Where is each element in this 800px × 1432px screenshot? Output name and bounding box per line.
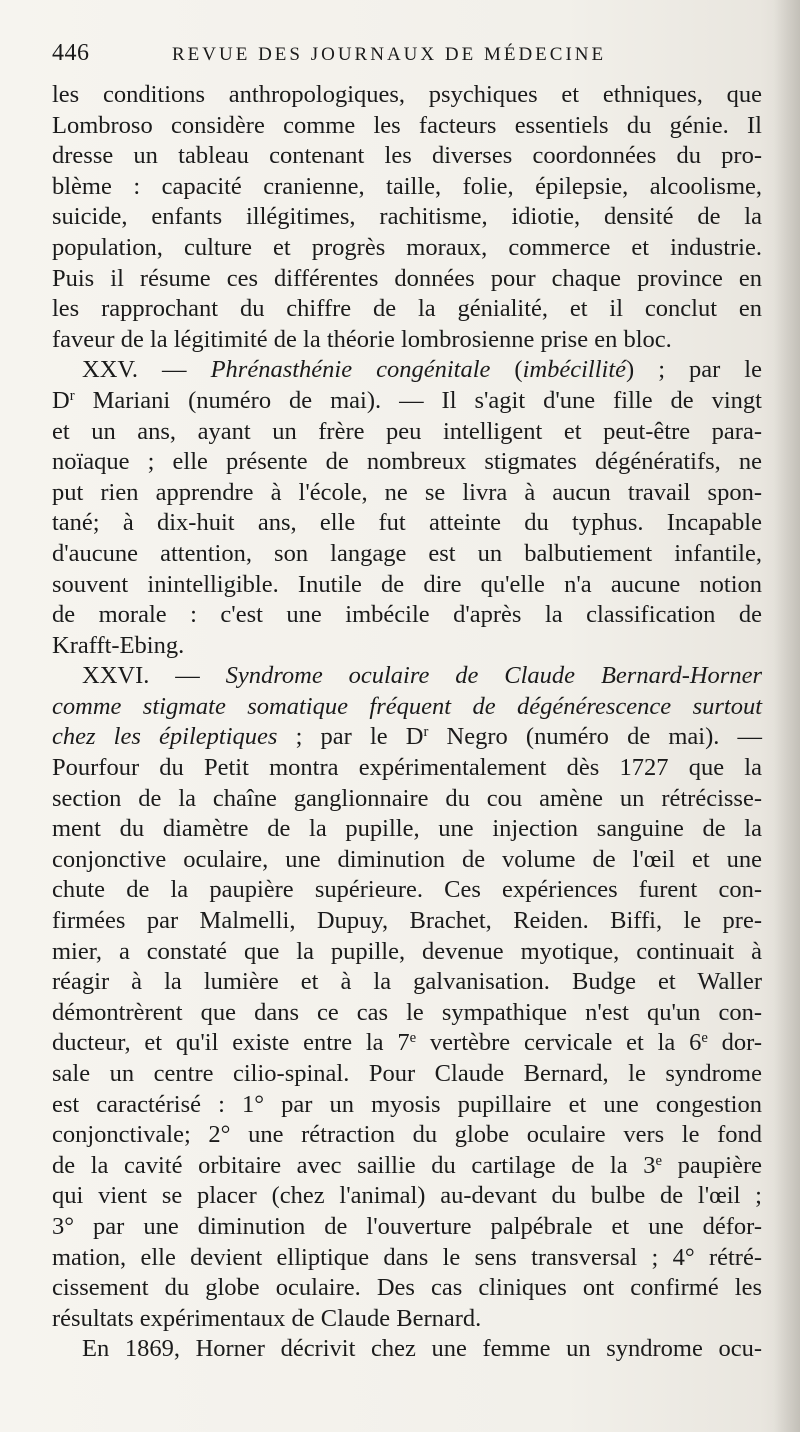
text-run: En 1869, Horner décrivit chez une femme un syndrome ocu- (82, 1335, 762, 1363)
superscript: e (409, 1030, 417, 1047)
text-run: suicide, enfants illégitimes, rachitisme, idiotie, densité de la (52, 203, 762, 231)
text-line (52, 294, 762, 325)
text-run: ) ; par le (626, 356, 762, 384)
text-line (52, 998, 762, 1029)
text-run: cissement du globe oculaire. Des cas cliniques ont confirmé les (52, 1274, 762, 1302)
text-run: réagir à la lumière et à la galvanisation. Budge et Waller (52, 968, 762, 996)
text-line (52, 325, 762, 356)
text-line (52, 784, 762, 815)
italic-text: Syndrome oculaire de Claude Bernard-Horner (225, 662, 762, 690)
paragraph (52, 1334, 762, 1365)
superscript: r (69, 387, 75, 404)
text-run: XXVI. — (82, 662, 226, 690)
text-run: ducteur, et qu'il existe entre la 7 (52, 1029, 410, 1057)
text-line (52, 1273, 762, 1304)
text-line (52, 753, 762, 784)
text-line (52, 1181, 762, 1212)
text-line (52, 937, 762, 968)
text-line (52, 906, 762, 937)
text-run: population, culture et progrès moraux, commerce et industrie. (52, 233, 762, 261)
text-run: put rien apprendre à l'école, ne se livra à aucun travail spon- (52, 478, 762, 506)
text-run: ment du diamètre de la pupille, une injection sanguine de la (52, 815, 762, 843)
text-run: ( (490, 356, 523, 384)
text-line (52, 570, 762, 601)
text-line (52, 1059, 762, 1090)
text-run: tané; à dix-huit ans, elle fut atteinte du typhus. Incapable (52, 509, 762, 537)
text-line (52, 111, 762, 142)
italic-text: chez les épileptiques (52, 723, 278, 751)
text-run: résultats expérimentaux de Claude Bernard. (52, 1304, 482, 1332)
text-run: Krafft-Ebing. (52, 631, 185, 659)
text-run: dor- (707, 1029, 763, 1057)
text-run: les rapprochant du chiffre de la génialité, et il conclut en (52, 295, 762, 323)
italic-text: imbécillité (522, 356, 627, 384)
text-run: 3° par une diminution de l'ouverture palpébrale et une défor- (52, 1212, 762, 1240)
page-header (52, 40, 760, 74)
superscript: e (655, 1152, 663, 1169)
text-line (52, 661, 762, 692)
text-run: dresse un tableau contenant les diverses coordonnées du pro- (52, 142, 762, 170)
text-line (52, 967, 762, 998)
text-run: Negro (numéro de mai). — (428, 723, 763, 751)
text-run: démontrèrent que dans ce cas le sympathique n'est qu'un con- (52, 998, 762, 1026)
italic-text: comme stigmate somatique fréquent de dégénérescence surtout (52, 692, 762, 720)
text-line (52, 264, 762, 295)
italic-text: Phrénasthénie congénitale (210, 356, 491, 384)
text-run: vertèbre cervicale et la 6 (416, 1029, 702, 1057)
text-line (52, 600, 762, 631)
text-line (52, 1212, 762, 1243)
text-line (52, 355, 762, 386)
text-run: conjonctivale; 2° une rétraction du globe oculaire vers le fond (52, 1121, 762, 1149)
text-line (52, 1334, 762, 1365)
superscript: e (701, 1030, 708, 1047)
text-run: mation, elle devient elliptique dans le sens transversal ; 4° rétré- (52, 1243, 762, 1271)
text-line (52, 1243, 762, 1274)
text-line (52, 508, 762, 539)
text-run: Mariani (numéro de mai). — Il s'agit d'une fille de vingt (74, 386, 762, 414)
text-run: qui vient se placer (chez l'animal) au-devant du bulbe de l'œil ; (52, 1182, 762, 1210)
text-run: d'aucune attention, son langage est un balbutiement infantile, (52, 539, 762, 567)
text-line (52, 80, 762, 111)
text-line (52, 845, 762, 876)
text-run: de la cavité orbitaire avec saillie du cartilage de la 3 (52, 1151, 656, 1179)
text-line (52, 1120, 762, 1151)
text-run: sale un centre cilio-spinal. Pour Claude Bernard, le syndrome (52, 1060, 762, 1087)
text-line (52, 631, 762, 662)
text-line (52, 233, 762, 264)
text-run: souvent inintelligible. Inutile de dire qu'elle n'a aucune notion (52, 570, 762, 598)
text-run: paupière (662, 1151, 762, 1179)
text-run: XXV. — (82, 356, 211, 384)
text-run: faveur de la légitimité de la théorie lombrosienne prise en bloc. (52, 325, 672, 353)
text-line (52, 172, 762, 203)
text-line (52, 1090, 762, 1121)
text-run: noïaque ; elle présente de nombreux stigmates dégénératifs, ne (52, 448, 762, 476)
text-line (52, 722, 762, 753)
text-run: Lombroso considère comme les facteurs essentiels du génie. Il (52, 111, 762, 139)
paragraph (52, 80, 762, 355)
text-run: ; par le D (277, 723, 424, 751)
text-line (52, 1028, 762, 1059)
paragraph (52, 661, 762, 1334)
text-line (52, 814, 762, 845)
text-line (52, 875, 762, 906)
text-line (52, 386, 762, 417)
text-run: de morale : c'est une imbécile d'après la classification de (52, 601, 762, 629)
text-line (52, 1151, 762, 1182)
text-run: D (52, 386, 70, 414)
page-gutter-shadow (774, 0, 800, 1432)
page-number: 446 (52, 40, 90, 66)
running-title: REVUE DES JOURNAUX DE MÉDECINE (172, 44, 607, 65)
text-run: chute de la paupière supérieure. Ces expériences furent con- (52, 876, 762, 904)
text-line (52, 447, 762, 478)
text-run: Puis il résume ces différentes données pour chaque province en (52, 264, 762, 292)
text-line (52, 202, 762, 233)
text-run: et un ans, ayant un frère peu intelligent et peut-être para- (52, 417, 762, 445)
text-run: firmées par Malmelli, Dupuy, Brachet, Reiden. Biffi, le pre- (52, 907, 762, 935)
text-line (52, 141, 762, 172)
body-text (52, 80, 762, 1365)
text-run: conjonctive oculaire, une diminution de volume de l'œil et une (52, 845, 762, 873)
text-run: les conditions anthropologiques, psychiques et ethniques, que (52, 81, 762, 108)
text-run: blème : capacité cranienne, taille, folie, épilepsie, alcoolisme, (52, 172, 762, 200)
text-run: mier, a constaté que la pupille, devenue myotique, continuait à (52, 937, 762, 965)
text-line (52, 692, 762, 723)
superscript: r (423, 724, 429, 741)
text-line (52, 417, 762, 448)
text-line (52, 539, 762, 570)
text-run: est caractérisé : 1° par un myosis pupillaire et une congestion (52, 1090, 762, 1118)
text-run: Pourfour du Petit montra expérimentalement dès 1727 que la (52, 754, 762, 782)
text-line (52, 478, 762, 509)
text-run: section de la chaîne ganglionnaire du cou amène un rétrécisse- (52, 784, 762, 812)
text-line (52, 1304, 762, 1335)
paragraph (52, 355, 762, 661)
